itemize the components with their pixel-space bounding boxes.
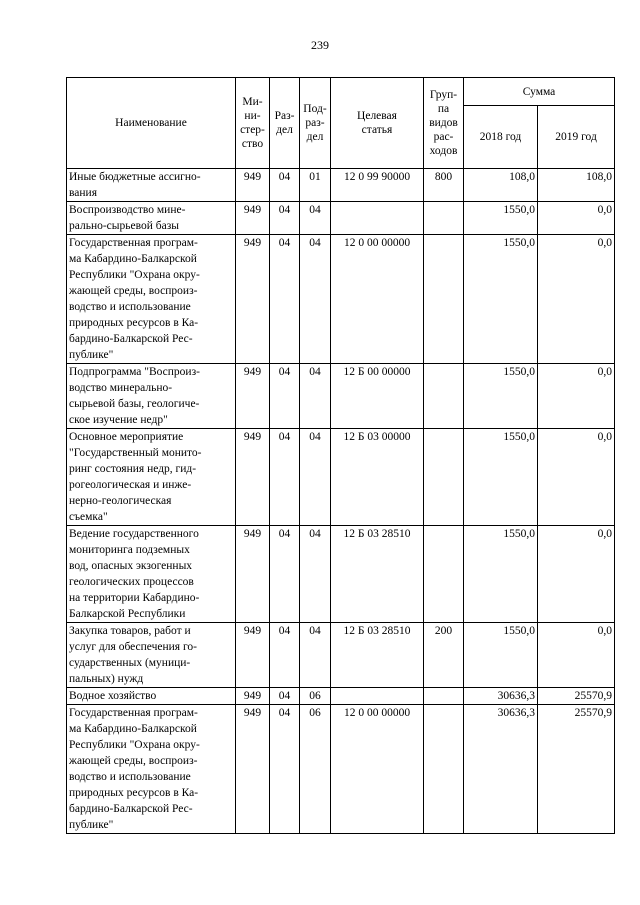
cell-ministry: 949 [236, 235, 270, 364]
cell-expense-group [424, 235, 464, 364]
cell-2019: 0,0 [538, 429, 615, 526]
cell-target: 12 Б 03 00000 [331, 429, 424, 526]
cell-subsection: 04 [300, 429, 331, 526]
cell-subsection: 06 [300, 705, 331, 834]
cell-expense-group [424, 526, 464, 623]
cell-2018: 30636,3 [464, 688, 538, 705]
page-number: 239 [311, 38, 329, 52]
table-row [67, 235, 615, 364]
cell-2019: 25570,9 [538, 705, 615, 834]
cell-subsection: 04 [300, 364, 331, 429]
cell-2018: 108,0 [464, 169, 538, 202]
cell-2018: 1550,0 [464, 526, 538, 623]
cell-ministry: 949 [236, 623, 270, 688]
header-expense-group: Груп- па видов рас- ходов [424, 78, 464, 169]
cell-subsection: 04 [300, 202, 331, 235]
header-section: Раз- дел [270, 78, 300, 169]
cell-2018: 1550,0 [464, 623, 538, 688]
cell-2019: 108,0 [538, 169, 615, 202]
header-target: Целевая статья [331, 78, 424, 169]
cell-expense-group [424, 705, 464, 834]
cell-target: 12 0 00 00000 [331, 235, 424, 364]
table-row [67, 688, 615, 705]
table-row [67, 202, 615, 235]
cell-subsection: 06 [300, 688, 331, 705]
cell-section: 04 [270, 623, 300, 688]
cell-2018: 1550,0 [464, 235, 538, 364]
cell-2019: 0,0 [538, 202, 615, 235]
cell-ministry: 949 [236, 688, 270, 705]
cell-2018: 30636,3 [464, 705, 538, 834]
cell-section: 04 [270, 429, 300, 526]
header-ministry: Ми- ни- стер- ство [236, 78, 270, 169]
table-body [67, 169, 615, 834]
cell-subsection: 04 [300, 623, 331, 688]
cell-subsection: 04 [300, 235, 331, 364]
cell-name: Государственная програм- ма Кабардино-Балкарской Республики "Охрана окру- жающей среды, воспроиз- водство и использование природных ресурсов в Ка- бардино-Балкарской Рес- публике" [67, 705, 236, 834]
header-year-2019: 2019 год [538, 106, 615, 169]
cell-name: Основное мероприятие "Государственный монито- ринг состояния недр, гид- рогеологическая и инже- нерно-геологическая съемка" [67, 429, 236, 526]
cell-expense-group [424, 364, 464, 429]
cell-name: Подпрограмма "Воспроиз- водство минерально- сырьевой базы, геологиче- ское изучение недр" [67, 364, 236, 429]
cell-target: 12 Б 00 00000 [331, 364, 424, 429]
cell-name: Ведение государственного мониторинга подземных вод, опасных экзогенных геологических процессов на территории Кабардино- Балкарской Республики [67, 526, 236, 623]
cell-name: Водное хозяйство [67, 688, 236, 705]
cell-target [331, 688, 424, 705]
cell-section: 04 [270, 705, 300, 834]
cell-2019: 0,0 [538, 526, 615, 623]
cell-section: 04 [270, 169, 300, 202]
table-row [67, 429, 615, 526]
cell-expense-group [424, 688, 464, 705]
cell-target [331, 202, 424, 235]
cell-ministry: 949 [236, 429, 270, 526]
cell-2019: 0,0 [538, 364, 615, 429]
cell-name: Закупка товаров, работ и услуг для обеспечения го- сударственных (муници- пальных) нужд [67, 623, 236, 688]
cell-2019: 0,0 [538, 623, 615, 688]
cell-2019: 25570,9 [538, 688, 615, 705]
cell-section: 04 [270, 526, 300, 623]
cell-expense-group [424, 202, 464, 235]
cell-target: 12 Б 03 28510 [331, 623, 424, 688]
cell-2019: 0,0 [538, 235, 615, 364]
cell-section: 04 [270, 235, 300, 364]
table-row [67, 364, 615, 429]
cell-ministry: 949 [236, 364, 270, 429]
budget-table [66, 77, 615, 834]
table-row [67, 623, 615, 688]
table-row [67, 705, 615, 834]
cell-ministry: 949 [236, 526, 270, 623]
header-name: Наименование [67, 78, 236, 169]
cell-target: 12 Б 03 28510 [331, 526, 424, 623]
cell-target: 12 0 00 00000 [331, 705, 424, 834]
cell-expense-group: 200 [424, 623, 464, 688]
header-year-2018: 2018 год [464, 106, 538, 169]
cell-2018: 1550,0 [464, 202, 538, 235]
cell-subsection: 04 [300, 526, 331, 623]
cell-section: 04 [270, 202, 300, 235]
cell-target: 12 0 99 90000 [331, 169, 424, 202]
table-row [67, 526, 615, 623]
cell-expense-group: 800 [424, 169, 464, 202]
header-subsection: Под- раз- дел [300, 78, 331, 169]
cell-name: Государственная програм- ма Кабардино-Балкарской Республики "Охрана окру- жающей среды, воспроиз- водство и использование природных ресурсов в Ка- бардино-Балкарской Рес- публике" [67, 235, 236, 364]
cell-2018: 1550,0 [464, 429, 538, 526]
cell-subsection: 01 [300, 169, 331, 202]
cell-ministry: 949 [236, 169, 270, 202]
cell-section: 04 [270, 688, 300, 705]
cell-name: Иные бюджетные ассигно- вания [67, 169, 236, 202]
cell-ministry: 949 [236, 705, 270, 834]
table-row [67, 169, 615, 202]
cell-expense-group [424, 429, 464, 526]
cell-name: Воспроизводство мине- рально-сырьевой базы [67, 202, 236, 235]
header-sum: Сумма [464, 78, 615, 106]
cell-section: 04 [270, 364, 300, 429]
cell-ministry: 949 [236, 202, 270, 235]
cell-2018: 1550,0 [464, 364, 538, 429]
